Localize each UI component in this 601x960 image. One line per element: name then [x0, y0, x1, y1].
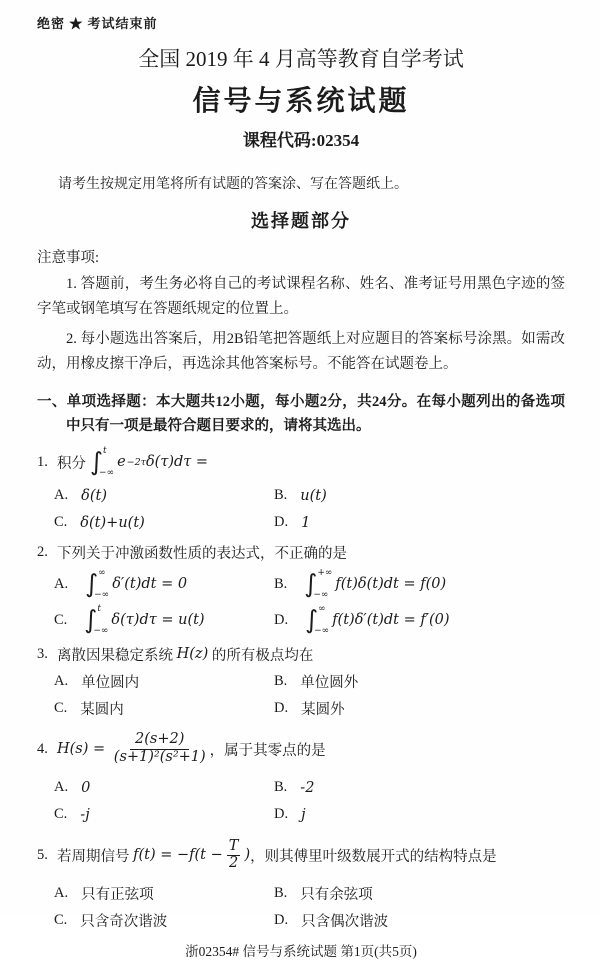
option-b	[274, 487, 494, 504]
option-d	[274, 806, 494, 823]
option-formula: δ(τ)dτ = u(t)	[111, 612, 205, 628]
question-2-stem	[37, 540, 565, 564]
question-text: 若周期信号	[57, 848, 134, 865]
option-d	[274, 698, 494, 719]
option-text: 某圆内	[80, 702, 124, 718]
integral-upper-limit: ∞	[318, 604, 326, 614]
option-d	[274, 910, 494, 931]
fraction	[227, 839, 241, 872]
integral-lower-limit: −∞	[99, 468, 115, 478]
option-text: 1	[301, 514, 311, 531]
integral-symbol	[304, 568, 332, 600]
option-label: A.	[54, 673, 69, 689]
option-label: B.	[274, 673, 288, 689]
option-formula: f(t)δ′(t)dt = f′(0)	[332, 612, 450, 628]
option-b	[274, 883, 494, 904]
option-text: 只有余弦项	[300, 887, 373, 903]
option-label: B.	[274, 779, 288, 795]
integral-limits	[314, 604, 330, 636]
integral-lower-limit: −∞	[314, 626, 330, 636]
question-5-options	[37, 880, 565, 934]
question-2	[37, 540, 565, 638]
option-label: C.	[54, 806, 68, 822]
integral-upper-limit: ∞	[98, 568, 106, 578]
page-footer: 浙02354# 信号与系统试题 第1页(共5页)	[185, 944, 417, 959]
exam-title: 全国 2019 年 4 月高等教育自学考试	[138, 47, 464, 71]
fraction	[114, 732, 206, 766]
option-formula: δ′(t)dt = 0	[112, 576, 188, 592]
fraction-denominator: 2	[228, 854, 239, 871]
question-5-stem	[37, 832, 565, 878]
integral-symbol	[84, 604, 108, 636]
option-label: C.	[54, 912, 68, 928]
formula-rest: δ(τ)dτ =	[145, 454, 209, 470]
option-a	[54, 671, 274, 692]
option-row	[37, 907, 565, 934]
integral-sign-glyph: ∫	[305, 605, 319, 634]
option-text: 只含偶次谐波	[301, 914, 389, 930]
question-3-stem	[37, 642, 565, 666]
option-a	[54, 883, 274, 904]
option-a	[54, 487, 274, 504]
option-text: j	[301, 806, 306, 823]
question-text: 下列关于冲激函数性质的表达式，不正确的是	[57, 545, 347, 562]
option-a	[54, 779, 274, 796]
option-text: 单位圆内	[81, 675, 140, 691]
security-classification: 绝密 ★ 考试结束前	[37, 16, 158, 31]
integral-limits	[99, 446, 115, 478]
option-b	[274, 779, 494, 796]
option-row	[37, 566, 565, 602]
integral-upper-limit: t	[97, 604, 101, 614]
option-text: 某圆外	[301, 702, 345, 718]
question-text: ，属于其零点的是	[209, 742, 326, 759]
option-d	[274, 604, 494, 636]
integral-upper-limit: t	[103, 446, 107, 456]
option-label: D.	[274, 912, 289, 928]
integral-limits	[94, 568, 110, 600]
option-label: B.	[274, 487, 288, 503]
option-text: δ(t)+u(t)	[80, 514, 145, 531]
option-text: u(t)	[300, 487, 327, 504]
option-row	[37, 801, 565, 828]
integral-sign-glyph: ∫	[304, 569, 318, 598]
integral-symbol	[85, 568, 109, 600]
integral-symbol	[305, 604, 329, 636]
integral-limits	[313, 568, 333, 600]
fraction-numerator: 2(s+2)	[130, 732, 189, 750]
option-c	[54, 806, 274, 823]
integral-lower-limit: −∞	[94, 590, 110, 600]
question-list	[37, 444, 565, 934]
option-row	[37, 695, 565, 722]
option-label: A.	[54, 575, 69, 592]
question-formula: H(z)	[176, 646, 209, 662]
section1-heading	[37, 390, 565, 438]
question-4-stem	[37, 726, 565, 772]
question-number: 3.	[37, 645, 48, 662]
integral-sign-glyph: ∫	[85, 569, 99, 598]
option-row	[37, 668, 565, 695]
section1-text: 本大题共12小题，每小题2分，共24分。在每小题列出的备选项中只有一项是最符合题目要求的，请将其选出。	[66, 394, 566, 434]
option-c	[54, 910, 274, 931]
option-c	[54, 698, 274, 719]
formula-right: )	[244, 847, 251, 863]
question-1-options	[37, 482, 565, 536]
note-item-1: 1. 答题前，考生务必将自己的考试课程名称、姓名、准考证号用黑色字迹的签字笔或钢笔填写在答题纸规定的位置上。	[37, 276, 565, 317]
question-text: 积分	[57, 455, 86, 472]
section-heading: 选择题部分	[251, 211, 351, 231]
integral-symbol	[90, 446, 114, 478]
question-number: 2.	[37, 543, 48, 560]
option-label: A.	[54, 779, 69, 795]
formula-base: e	[117, 454, 126, 470]
fraction-denominator: (s+1)²(s²+1)	[113, 749, 206, 765]
integral-upper-limit: +∞	[317, 568, 333, 578]
integral-lower-limit: −∞	[313, 590, 329, 600]
option-row	[37, 602, 565, 638]
option-label: C.	[54, 700, 68, 716]
option-label: A.	[54, 885, 69, 901]
course-code: 课程代码:02354	[242, 131, 360, 150]
option-row	[37, 774, 565, 801]
option-label: D.	[274, 806, 289, 822]
notes-title: 注意事项:	[37, 250, 100, 266]
option-label: D.	[274, 700, 289, 716]
integral-limits	[93, 604, 109, 636]
option-text: 0	[81, 779, 91, 796]
question-3	[37, 642, 565, 722]
question-1	[37, 444, 565, 536]
option-label: C.	[54, 611, 68, 628]
option-label: C.	[54, 514, 68, 530]
question-number: 1.	[37, 453, 48, 470]
question-number: 5.	[37, 846, 48, 863]
formula-left: f(t) = −f(t −	[133, 847, 223, 863]
option-a	[54, 568, 274, 600]
paper-title: 信号与系统试题	[192, 86, 410, 117]
option-formula: f(t)δ(t)dt = f(0)	[335, 576, 447, 592]
option-label: D.	[274, 514, 289, 530]
fraction-numerator: T	[228, 837, 239, 854]
notes-block	[37, 246, 565, 377]
question-1-stem	[37, 444, 565, 480]
integral-lower-limit: −∞	[93, 626, 109, 636]
option-c	[54, 604, 274, 636]
option-d	[274, 514, 494, 531]
option-b	[274, 671, 494, 692]
integral-sign-glyph: ∫	[90, 447, 104, 476]
question-3-options	[37, 668, 565, 722]
section1-label: 一、单项选择题：	[37, 394, 157, 410]
question-text: ，则其傅里叶级数展开式的结构特点是	[250, 848, 497, 865]
option-label: B.	[274, 885, 288, 901]
option-c	[54, 514, 274, 531]
option-text: 单位圆外	[300, 675, 359, 691]
question-number: 4.	[37, 740, 48, 757]
option-row	[37, 509, 565, 536]
option-label: D.	[274, 611, 289, 628]
answer-instruction: 请考生按规定用笔将所有试题的答案涂、写在答题纸上。	[58, 177, 408, 192]
option-text: 只含奇次谐波	[80, 914, 168, 930]
option-text: -j	[80, 806, 90, 823]
option-label: B.	[274, 575, 288, 592]
option-b	[274, 568, 494, 600]
formula-lead: H(s) =	[57, 741, 110, 757]
option-text: -2	[300, 779, 315, 796]
question-2-options	[37, 566, 565, 638]
note-item-2: 2. 每小题选出答案后，用2B铅笔把答题纸上对应题目的答案标号涂黑。如需改动，用橡皮擦干净后，再选涂其他答案标号。不能答在试题卷上。	[37, 331, 565, 372]
question-4-options	[37, 774, 565, 828]
question-5	[37, 832, 565, 934]
option-text: 只有正弦项	[81, 887, 154, 903]
option-row	[37, 880, 565, 907]
option-row	[37, 482, 565, 509]
formula-exponent: −2τ	[126, 456, 146, 468]
option-text: δ(t)	[81, 487, 107, 504]
question-text: 离散因果稳定系统	[57, 647, 177, 664]
integral-sign-glyph: ∫	[84, 605, 98, 634]
question-text: 的所有极点均在	[208, 647, 314, 664]
option-label: A.	[54, 487, 69, 503]
question-4	[37, 726, 565, 828]
